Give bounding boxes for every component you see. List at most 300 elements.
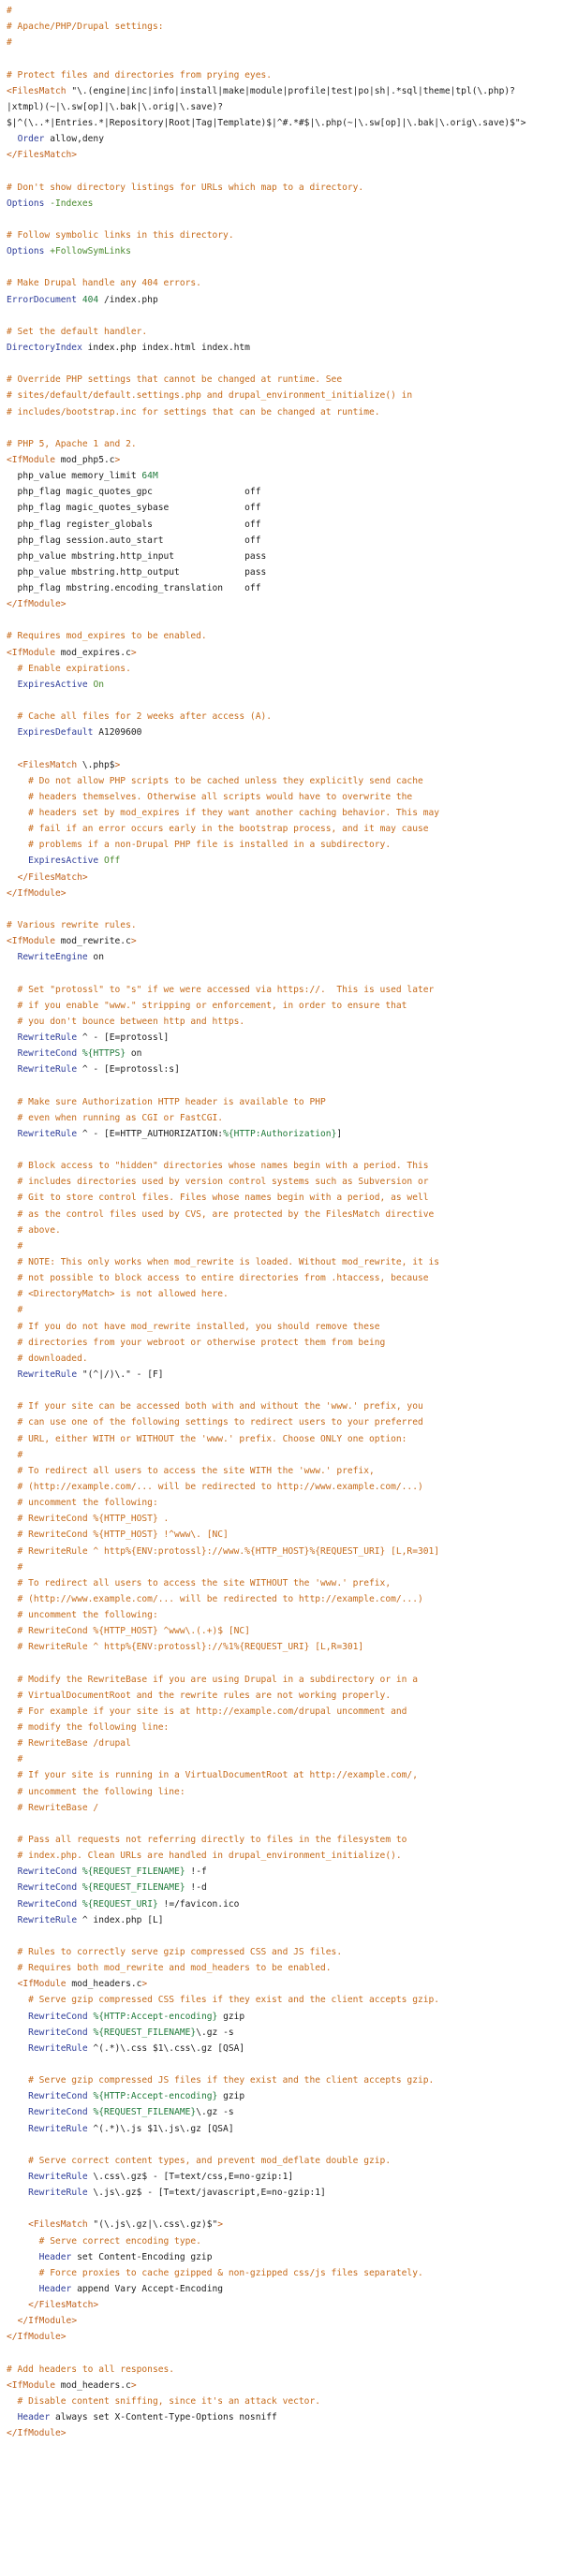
code-line (7, 1110, 562, 1126)
plain-token (7, 2300, 28, 2310)
value-token: +FollowSymLinks (50, 246, 131, 257)
plain-token: append Vary Accept-Encoding (71, 2283, 224, 2294)
directive-token: RewriteRule (17, 1064, 78, 1076)
plain-token: php_flag session.auto_start off (7, 534, 261, 546)
comment-token: # VirtualDocumentRoot and the rewrite rules are not working properly. (7, 1690, 392, 1701)
plain-token: \.php$ (77, 759, 115, 770)
comment-token: # Force proxies to cache gzipped & non-gzipped css/js files separately. (7, 2267, 423, 2278)
code-line (7, 212, 562, 227)
plain-token: ^ - [E=HTTP_AUTHORIZATION: (77, 1128, 224, 1139)
plain-token (7, 2284, 39, 2294)
code-line (7, 1607, 562, 1623)
comment-token: # (7, 1305, 23, 1316)
plain-token: index.php index.html index.htm (81, 342, 250, 353)
code-line (7, 757, 562, 773)
code-line (7, 870, 562, 886)
tag-token: <FilesMatch (7, 85, 72, 96)
variable-token: %{REQUEST_FILENAME} (93, 2107, 197, 2118)
plain-token: ^ - [E=protossl:s] (77, 1064, 180, 1076)
code-line (7, 1511, 562, 1527)
code-line (7, 340, 562, 356)
plain-token: /index.php (98, 294, 158, 305)
code-line (7, 2137, 562, 2153)
code-line (7, 2297, 562, 2313)
tag-token: <IfModule (7, 2379, 55, 2391)
comment-token: # can use one of the following settings to redirect users to your preferred (7, 1417, 423, 1428)
code-line (7, 677, 562, 693)
code-line (7, 580, 562, 596)
plain-token (7, 872, 18, 883)
comment-token: # includes directories used by version control systems such as Subversion or (7, 1177, 429, 1188)
code-line (7, 740, 562, 756)
tag-token: <IfModule (17, 1979, 67, 1990)
code-line (7, 115, 562, 131)
code-line (7, 837, 562, 853)
variable-token: %{HTTP:Accept-encoding} (93, 2011, 218, 2022)
code-line (7, 1030, 562, 1046)
plain-token: \.css\.gz$ - [T=text/css,E=no-gzip:1] (87, 2171, 294, 2182)
comment-token: # URL, either WITH or WITHOUT the 'www.' prefix. Choose ONLY one option: (7, 1433, 407, 1444)
comment-token: # (7, 6, 12, 16)
plain-token: \.js\.gz$ - [T=text/javascript,E=no-gzip:1] (87, 2188, 326, 2199)
number-token: 404 (81, 294, 99, 305)
code-line (7, 1383, 562, 1398)
plain-token (7, 1064, 18, 1075)
comment-token: # Set "protossl" to "s" if we were accessed via https://. This is used later (7, 984, 435, 995)
plain-token: php_flag magic_quotes_sybase off (7, 503, 261, 514)
plain-token (7, 1369, 18, 1380)
code-line (7, 1800, 562, 1816)
plain-token: mod_expires.c (54, 647, 131, 658)
directive-token: RewriteRule (28, 2123, 88, 2134)
tag-token: <IfModule (7, 454, 55, 465)
comment-token: # Pass all requests not referring directly to files in the filesystem to (7, 1835, 407, 1846)
code-line (7, 2233, 562, 2249)
comment-token: # PHP 5, Apache 1 and 2. (7, 438, 137, 449)
comment-token: # if you enable "www." stripping or enforcement, in order to ensure that (7, 1000, 407, 1011)
comment-token: # If your site can be accessed both with and without the 'www.' prefix, you (7, 1401, 423, 1412)
tag-token: </IfModule> (7, 599, 67, 610)
code-line (7, 452, 562, 468)
directive-token: RewriteCond (17, 1866, 78, 1878)
plain-token: on (87, 952, 104, 963)
code-line (7, 1527, 562, 1543)
code-line (7, 147, 562, 163)
code-line (7, 709, 562, 724)
code-line (7, 1447, 562, 1463)
plain-token: php_value mbstring.http_output pass (7, 566, 267, 578)
plain-token (7, 1866, 18, 1877)
plain-token: allow,deny (44, 134, 104, 145)
comment-token: # headers themselves. Otherwise all scripts would have to overwrite the (7, 791, 413, 802)
plain-token (7, 2188, 28, 2198)
plain-token: "(\.js\.gz|\.css\.gz)$" (87, 2219, 218, 2231)
plain-token: "(^|/)\." - [F] (77, 1368, 164, 1380)
code-line (7, 2409, 562, 2425)
plain-token: !-d (185, 1882, 207, 1894)
code-line (7, 1431, 562, 1447)
code-line (7, 517, 562, 533)
code-line (7, 1623, 562, 1639)
code-line (7, 1544, 562, 1559)
code-line (7, 1014, 562, 1030)
code-line (7, 1367, 562, 1383)
comment-token: # (7, 1561, 23, 1573)
code-line (7, 227, 562, 243)
code-line (7, 2025, 562, 2041)
code-line (7, 1976, 562, 1992)
code-line (7, 2425, 562, 2441)
directive-token: RewriteRule (17, 1128, 78, 1139)
plain-token (7, 2172, 28, 2182)
comment-token: # (7, 1449, 23, 1460)
code-line (7, 131, 562, 147)
comment-token: # Serve gzip compressed JS files if they exist and the client accepts gzip. (7, 2075, 435, 2086)
code-line (7, 1398, 562, 1414)
code-line (7, 1270, 562, 1286)
comment-token: # RewriteCond %{HTTP_HOST} ^www\.(.+)$ [NC] (7, 1626, 250, 1637)
code-line (7, 661, 562, 677)
code-line (7, 901, 562, 917)
plain-token: ^(.*)\.js $1\.js\.gz [QSA] (87, 2123, 234, 2134)
comment-token: # Serve correct encoding type. (7, 2235, 201, 2247)
plain-token: always set X-Content-Type-Options nosniff (50, 2412, 277, 2423)
code-line (7, 645, 562, 661)
comment-token: # you don't bounce between http and https. (7, 1016, 245, 1027)
code-line (7, 564, 562, 580)
code-line (7, 2041, 562, 2056)
comment-token: # RewriteBase /drupal (7, 1738, 131, 1749)
directive-token: RewriteRule (28, 2171, 88, 2182)
plain-token (7, 680, 18, 690)
plain-token: $|^(\..*|Entries.*|Repository|Root|Tag|Template)$|^#.*#$|\.php(~|\.sw[op]|\.bak|\.orig\.save)$"> (7, 117, 526, 128)
comment-token: # includes/bootstrap.inc for settings that can be changed at runtime. (7, 406, 380, 417)
code-line (7, 2249, 562, 2265)
comment-token: # (http://www.example.com/... will be redirected to http://example.com/...) (7, 1593, 423, 1604)
directive-token: RewriteCond (17, 1048, 78, 1060)
code-line (7, 1319, 562, 1335)
tag-token: </FilesMatch> (28, 2300, 99, 2311)
directive-token: Options (7, 198, 45, 209)
directive-token: ExpiresDefault (17, 727, 94, 739)
tag-token: > (130, 2379, 137, 2391)
comment-token: # Don't show directory listings for URLs which map to a directory. (7, 182, 364, 193)
code-line (7, 2378, 562, 2393)
comment-token: # even when running as CGI or FastCGI. (7, 1112, 224, 1123)
code-line (7, 2056, 562, 2072)
comment-token: # Serve correct content types, and prevent mod_deflate double gzip. (7, 2155, 392, 2166)
code-line (7, 67, 562, 83)
plain-token: \.gz -s (196, 2027, 234, 2038)
plain-token: mod_rewrite.c (54, 936, 131, 947)
comment-token: # Follow symbolic links in this directory. (7, 229, 234, 241)
comment-token: # RewriteRule ^ http%{ENV:protossl}://%1%{REQUEST_URI} [L,R=301] (7, 1642, 364, 1653)
code-line (7, 196, 562, 212)
directive-token: RewriteCond (28, 2091, 88, 2102)
code-line (7, 1912, 562, 1928)
code-line (7, 805, 562, 821)
code-line (7, 982, 562, 998)
comment-token: # Requires mod_expires to be enabled. (7, 631, 207, 642)
comment-token: # Rules to correctly serve gzip compressed CSS and JS files. (7, 1947, 343, 1958)
code-line (7, 2121, 562, 2137)
code-line (7, 949, 562, 965)
directive-token: RewriteRule (28, 2188, 88, 2199)
number-token: 64M (141, 471, 158, 482)
code-line (7, 1896, 562, 1912)
variable-token: %{HTTP:Authorization} (223, 1128, 337, 1139)
comment-token: # directories from your webroot or otherwise protect them from being (7, 1337, 386, 1348)
code-line (7, 388, 562, 403)
code-line (7, 612, 562, 628)
code-line (7, 1767, 562, 1783)
comment-token: # problems if a non-Drupal PHP file is installed in a subdirectory. (7, 840, 392, 851)
code-line (7, 436, 562, 452)
directive-token: RewriteCond (28, 2027, 88, 2038)
code-line (7, 1960, 562, 1976)
code-line (7, 2281, 562, 2297)
code-line (7, 1735, 562, 1751)
comment-token: # Do not allow PHP scripts to be cached unless they explicitly send cache (7, 775, 423, 786)
plain-token (7, 1882, 18, 1893)
directive-token: RewriteRule (17, 1032, 78, 1043)
code-line (7, 693, 562, 709)
tag-token: > (217, 2219, 224, 2231)
tag-token: <IfModule (7, 936, 55, 947)
directive-token: Options (7, 246, 45, 257)
plain-token (7, 1048, 18, 1059)
comment-token: # Modify the RewriteBase if you are using Drupal in a subdirectory or in a (7, 1674, 418, 1685)
directive-token: Header (38, 2283, 72, 2294)
code-line (7, 259, 562, 275)
directive-token: Header (38, 2251, 72, 2262)
code-line (7, 1238, 562, 1254)
comment-token: # For example if your site is at http://example.com/drupal uncomment and (7, 1705, 407, 1717)
tag-token: </IfModule> (17, 2316, 78, 2327)
comment-token: # Make Drupal handle any 404 errors. (7, 278, 201, 289)
code-line (7, 500, 562, 516)
plain-token (7, 2012, 28, 2022)
comment-token: # RewriteBase / (7, 1802, 99, 1813)
code-line (7, 2153, 562, 2169)
code-line (7, 2185, 562, 2201)
plain-token (7, 1899, 18, 1910)
code-line (7, 773, 562, 789)
plain-token (7, 2316, 18, 2326)
comment-token: # Protect files and directories from prying eyes. (7, 69, 273, 80)
variable-token: %{HTTPS} (81, 1048, 126, 1060)
comment-token: # index.php. Clean URLs are handled in drupal_environment_initialize(). (7, 1851, 402, 1862)
code-line (7, 1254, 562, 1270)
code-line (7, 933, 562, 949)
plain-token: "\.(engine|inc|info|install|make|module|profile|test|po|sh|.*sql|theme|tpl(\.php)? (71, 85, 515, 96)
code-line (7, 1784, 562, 1800)
comment-token: # as the control files used by CVS, are protected by the FilesMatch directive (7, 1208, 435, 1220)
code-line (7, 1591, 562, 1607)
code-line (7, 1751, 562, 1767)
comment-token: # Set the default handler. (7, 326, 148, 337)
code-line (7, 1077, 562, 1093)
value-token: -Indexes (50, 198, 94, 209)
value-token: On (93, 679, 104, 690)
code-line (7, 83, 562, 99)
code-line (7, 2346, 562, 2362)
code-line (7, 821, 562, 837)
code-line (7, 1672, 562, 1688)
comment-token: # uncomment the following line: (7, 1786, 185, 1797)
code-line (7, 99, 562, 115)
plain-token: on (126, 1048, 142, 1060)
tag-token: > (114, 759, 121, 770)
plain-token: php_flag magic_quotes_gpc off (7, 487, 261, 498)
code-line (7, 2313, 562, 2329)
code-line (7, 292, 562, 308)
comment-token: # Make sure Authorization HTTP header is available to PHP (7, 1096, 326, 1107)
code-line (7, 549, 562, 564)
plain-token (7, 2219, 28, 2230)
plain-token: gzip (217, 2091, 245, 2102)
comment-token: # Block access to "hidden" directories whose names begin with a period. This (7, 1161, 429, 1172)
plain-token: mod_headers.c (54, 2379, 131, 2391)
plain-token (7, 2027, 28, 2038)
code-line (7, 628, 562, 644)
code-line (7, 1286, 562, 1302)
code-line (7, 965, 562, 981)
plain-token: ^ - [E=protossl] (77, 1032, 170, 1043)
code-line (7, 1207, 562, 1222)
directive-token: RewriteCond (17, 1898, 78, 1910)
comment-token: # If you do not have mod_rewrite installed, you should remove these (7, 1321, 380, 1332)
comment-token: # above. (7, 1224, 61, 1236)
comment-token: # If your site is running in a VirtualDocumentRoot at http://example.com/, (7, 1770, 418, 1781)
comment-token: # To redirect all users to access the site WITHOUT the 'www.' prefix, (7, 1577, 392, 1588)
comment-token: # Cache all files for 2 weeks after access (A). (7, 711, 273, 723)
directive-token: DirectoryIndex (7, 342, 82, 353)
comment-token: # Requires both mod_rewrite and mod_headers to be enabled. (7, 1963, 332, 1974)
code-line (7, 468, 562, 484)
directive-token: ErrorDocument (7, 294, 78, 305)
directive-token: ExpiresActive (28, 856, 99, 867)
comment-token: # NOTE: This only works when mod_rewrite is loaded. Without mod_rewrite, it is (7, 1256, 440, 1267)
code-line (7, 1639, 562, 1655)
comment-token: # fail if an error occurs early in the bootstrap process, and it may cause (7, 824, 429, 835)
code-line (7, 243, 562, 259)
plain-token (7, 2107, 28, 2117)
plain-token (7, 952, 18, 962)
plain-token: php_value mbstring.http_input pass (7, 550, 267, 562)
code-line (7, 1944, 562, 1960)
code-line (7, 1848, 562, 1864)
directive-token: Header (17, 2412, 51, 2423)
code-line (7, 1655, 562, 1671)
tag-token: > (114, 454, 121, 465)
code-line (7, 724, 562, 740)
tag-token: </IfModule> (7, 2332, 67, 2343)
directive-token: RewriteRule (17, 1914, 78, 1925)
comment-token: # <DirectoryMatch> is not allowed here. (7, 1289, 229, 1300)
plain-token (7, 2252, 39, 2262)
plain-token: set Content-Encoding gzip (71, 2251, 213, 2262)
plain-token (7, 2412, 18, 2422)
comment-token: # uncomment the following: (7, 1498, 158, 1509)
variable-token: %{REQUEST_FILENAME} (81, 1866, 185, 1878)
code-line (7, 2393, 562, 2409)
plain-token: ] (336, 1128, 343, 1139)
code-line (7, 998, 562, 1014)
plain-token: mod_php5.c (54, 454, 115, 465)
directive-token: RewriteEngine (17, 952, 88, 963)
variable-token: %{HTTP:Accept-encoding} (93, 2091, 218, 2102)
code-line (7, 1190, 562, 1206)
code-line (7, 886, 562, 901)
plain-token (7, 134, 18, 144)
code-line (7, 2217, 562, 2232)
code-line (7, 484, 562, 500)
code-line (7, 1559, 562, 1575)
directive-token: RewriteCond (17, 1882, 78, 1894)
code-line (7, 853, 562, 869)
code-line (7, 1992, 562, 2008)
code-line (7, 1880, 562, 1895)
plain-token: php_value memory_limit (7, 471, 142, 482)
plain-token: php_flag register_globals off (7, 519, 261, 530)
code-line (7, 2265, 562, 2281)
plain-token (7, 1032, 18, 1043)
plain-token: ^ index.php [L] (77, 1914, 164, 1925)
comment-token: # Git to store control files. Files whose names begin with a period, as well (7, 1193, 429, 1204)
code-line (7, 1575, 562, 1591)
variable-token: %{REQUEST_FILENAME} (93, 2027, 197, 2038)
code-line (7, 2169, 562, 2185)
comment-token: # (7, 1240, 23, 1251)
code-line (7, 1832, 562, 1848)
code-line (7, 1174, 562, 1190)
plain-token (7, 2043, 28, 2054)
comment-token: # (7, 37, 12, 49)
code-line (7, 324, 562, 340)
code-line (7, 180, 562, 196)
code-line (7, 1688, 562, 1704)
code-line (7, 51, 562, 66)
code-line (7, 372, 562, 388)
directive-token: RewriteRule (28, 2042, 88, 2054)
code-line (7, 2362, 562, 2378)
code-line (7, 1061, 562, 1077)
tag-token: > (130, 647, 137, 658)
code-line (7, 404, 562, 420)
plain-token (7, 1915, 18, 1925)
directive-token: RewriteRule (17, 1368, 78, 1380)
comment-token: # RewriteCond %{HTTP_HOST} !^www\. [NC] (7, 1530, 229, 1541)
comment-token: # Disable content sniffing, since it's an attack vector. (7, 2395, 321, 2407)
code-line (7, 1158, 562, 1174)
code-line (7, 163, 562, 179)
plain-token: \.gz -s (196, 2107, 234, 2118)
comment-token: # RewriteCond %{HTTP_HOST} . (7, 1514, 170, 1525)
code-line (7, 1351, 562, 1367)
comment-token: # sites/default/default.settings.php and drupal_environment_initialize() in (7, 390, 413, 402)
code-line (7, 35, 562, 51)
plain-token (7, 856, 28, 866)
tag-token: </IfModule> (7, 2428, 67, 2439)
directive-token: RewriteCond (28, 2011, 88, 2022)
code-line (7, 1704, 562, 1720)
code-line (7, 420, 562, 436)
directive-token: RewriteCond (28, 2107, 88, 2118)
tag-token: <FilesMatch (28, 2219, 88, 2231)
code-line (7, 1046, 562, 1061)
plain-token (7, 760, 18, 770)
